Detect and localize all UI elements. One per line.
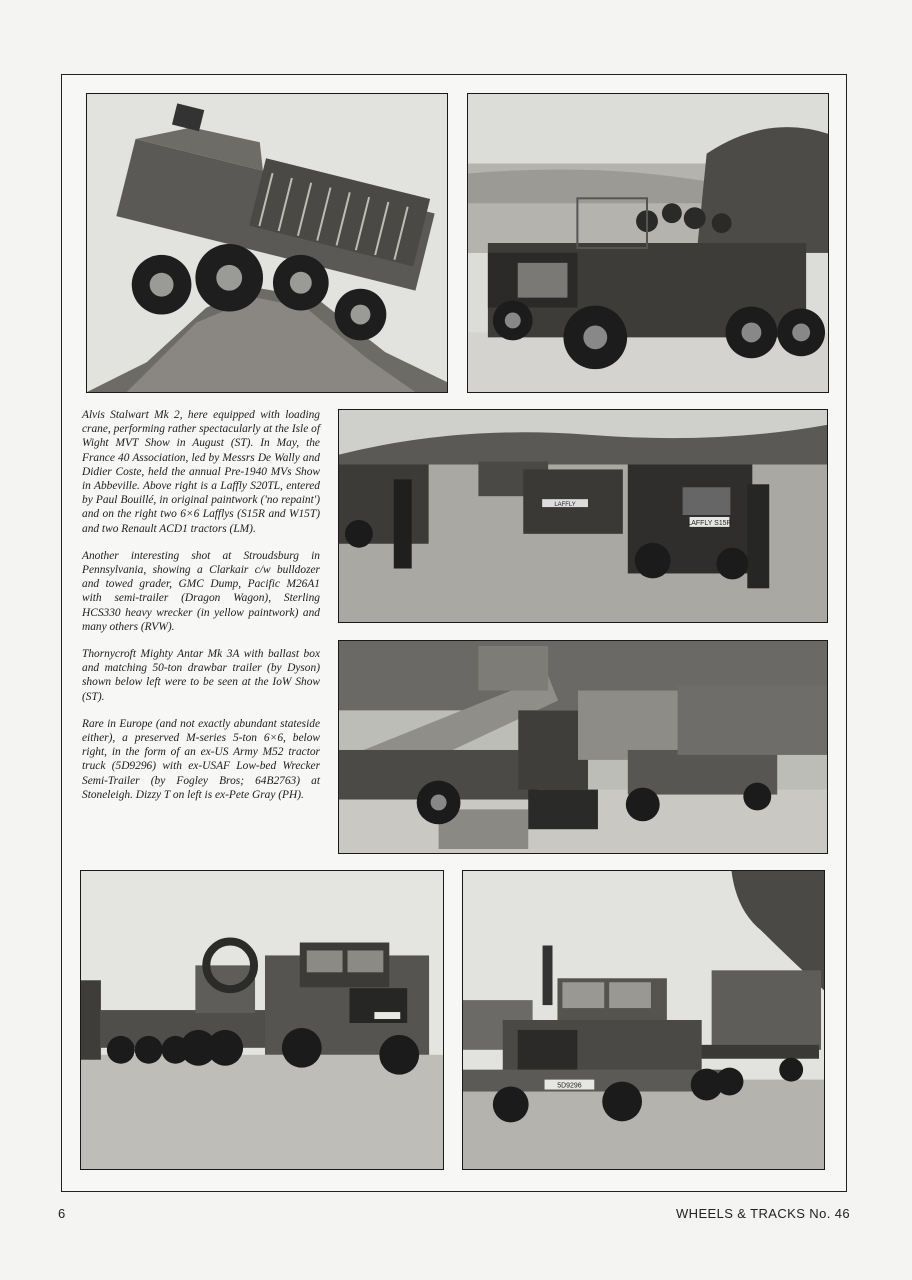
magazine-title: WHEELS & TRACKS No. 46 bbox=[675, 1206, 850, 1221]
caption-alvis-laffly: Alvis Stalwart Mk 2, here equipped with loading crane, performing rather spectacularly at the Isle of Wight MVT Show in August (ST). In May, the France 40 Association, led by Messrs De Wally and Didier Coste, held the annual Pre-1940 MVs Show in Abbeville. Above right is a Laffly S20TL, entered by Paul Bouillé, in original paintwork ('no repaint') and on the right two 6×6 Lafflys (S15R and W15T) and two Renault ACD1 tractors (LM). bbox=[82, 409, 320, 535]
caption-column bbox=[82, 408, 320, 815]
photo-m52-tractor bbox=[462, 870, 825, 1170]
caption-thornycroft: Thornycroft Mighty Antar Mk 3A with ballast box and matching 50-ton drawbar trailer (by Dyson) shown below left were to be seen at the IoW Show (ST). bbox=[82, 648, 320, 703]
photo-laffly-s20tl bbox=[467, 93, 829, 393]
photo-thornycroft-antar bbox=[80, 870, 444, 1170]
laffly-small-plate-text: LAFFLY bbox=[554, 502, 576, 509]
m52-registration-text: 5D9296 bbox=[557, 1082, 582, 1090]
caption-stroudsburg: Another interesting shot at Stroudsburg in Pennsylvania, showing a Clarkair c/w bulldozer and towed grader, GMC Dump, Pacific M26A1 with semi-trailer (Dragon Wagon), Sterling HCS330 heavy wrecker (in yellow paintwork) and many others (RVW). bbox=[82, 549, 320, 633]
page-number: 6 bbox=[58, 1206, 66, 1221]
caption-m52: Rare in Europe (and not exactly abundant stateside either), a preserved M-series 5-ton 6×6, below right, in the form of an ex-US Army M52 tractor truck (5D9296) with ex-USAF Low-bed Wrecker Semi-Trailer (by Fogley Bros; 64B2763) at Stoneleigh. Dizzy T on left is ex-Pete Gray (PH). bbox=[82, 717, 320, 801]
photo-stroudsburg bbox=[338, 640, 828, 854]
photo-lafflys-renault bbox=[338, 409, 828, 623]
laffly-plate-text: LAFFLY S15R bbox=[687, 519, 732, 527]
photo-alvis-stalwart bbox=[86, 93, 448, 393]
